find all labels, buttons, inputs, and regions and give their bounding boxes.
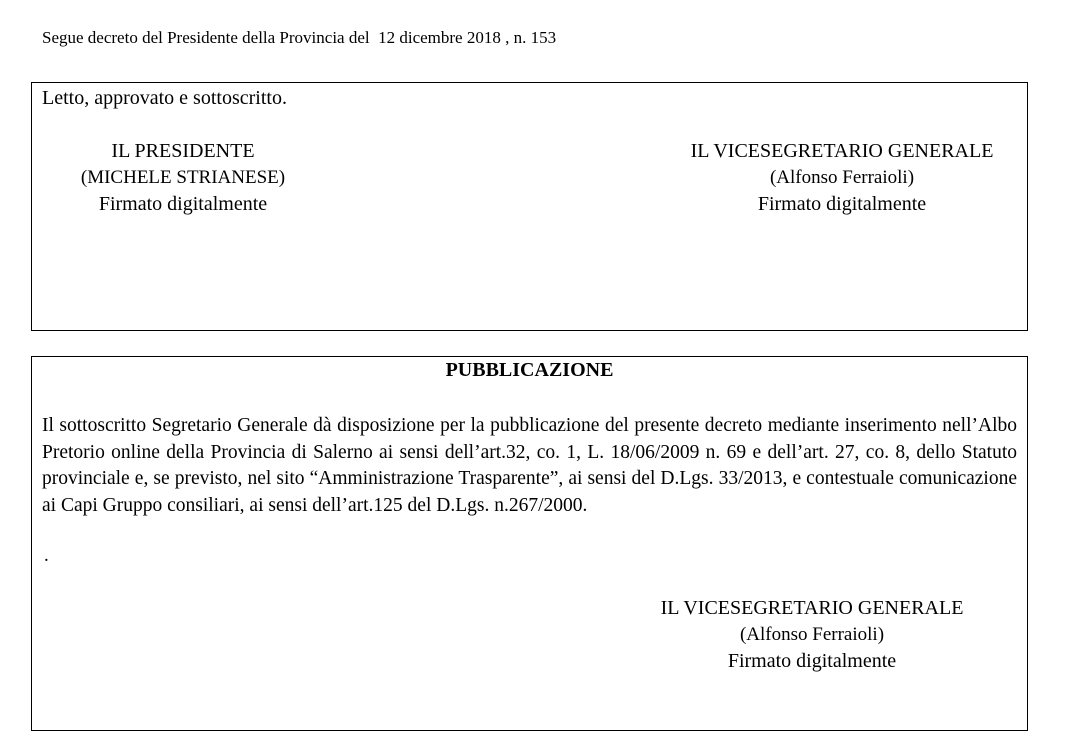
publication-signer-name: (Alfonso Ferraioli) <box>739 623 885 645</box>
president-signed-note: Firmato digitalmente <box>98 193 268 215</box>
publication-body: Il sottoscritto Segretario Generale dà disposizione per la pubblicazione del presente decreto mediante inserimento nell’Albo Pretorio online della Provincia di Salerno ai sensi dell’art.32, co. 1, L. 18/06/2009 n. 69 e dell’art. 27, co. 8, dello Statuto provinciale e, se previsto, nel sito “Amministrazione Trasparente”, ai sensi del D.Lgs. 33/2013, e contestuale comunicazione ai Capi Gruppo consiliari, ai sensi dell’art.125 del D.Lgs. n.267/2000. <box>42 415 1017 516</box>
publication-signer-title: IL VICESEGRETARIO GENERALE <box>660 597 964 619</box>
publication-signed-note: Firmato digitalmente <box>727 650 897 672</box>
publication-signature-block <box>632 595 992 675</box>
vicesecretary-name: (Alfonso Ferraioli) <box>769 166 915 188</box>
approval-intro: Letto, approvato e sottoscritto. <box>42 87 287 109</box>
publication-box <box>31 356 1028 731</box>
president-name: (MICHELE STRIANESE) <box>80 166 286 188</box>
document-header: Segue decreto del Presidente della Provincia del 12 dicembre 2018 , n. 153 <box>42 28 557 47</box>
publication-title: PUBBLICAZIONE <box>445 359 614 381</box>
president-signature-block <box>58 138 308 218</box>
publication-trailing-mark: . <box>44 545 49 566</box>
vicesecretary-signature-block <box>652 138 1032 218</box>
vicesecretary-title: IL VICESEGRETARIO GENERALE <box>690 140 994 162</box>
president-title: IL PRESIDENTE <box>111 140 255 162</box>
approval-box <box>31 82 1028 331</box>
vicesecretary-signed-note: Firmato digitalmente <box>757 193 927 215</box>
